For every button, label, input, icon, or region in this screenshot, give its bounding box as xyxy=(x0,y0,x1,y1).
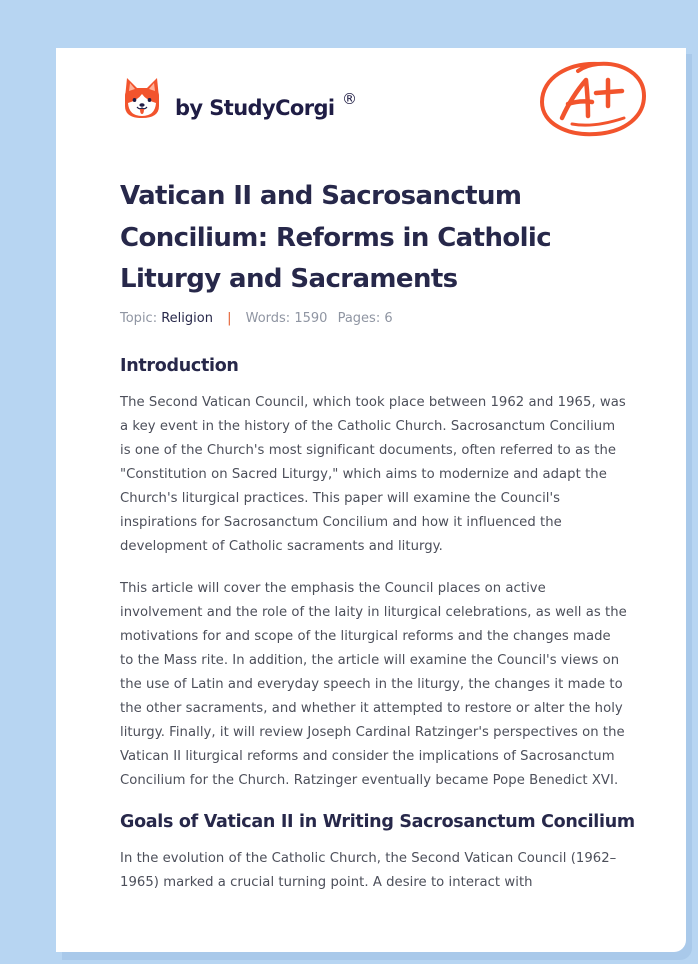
registered-mark: ® xyxy=(342,90,357,108)
studycorgi-logo[interactable] xyxy=(122,76,335,120)
article-body xyxy=(120,354,635,895)
words-count: 1590 xyxy=(294,311,328,326)
document-page xyxy=(56,48,686,952)
section-heading-goals: Goals of Vatican II in Writing Sacrosanctum Concilium xyxy=(120,812,635,832)
a-plus-grade-icon xyxy=(538,58,648,142)
meta-separator: | xyxy=(227,311,232,326)
header xyxy=(120,76,648,146)
topic-link[interactable]: Religion xyxy=(161,311,213,326)
topic-label: Topic: xyxy=(120,311,158,326)
pages-count: 6 xyxy=(384,311,393,326)
section-heading-introduction: Introduction xyxy=(120,356,239,376)
paragraph: The Second Vatican Council, which took place between 1962 and 1965, was a key event in the history of the Catholic Church. Sacrosanctum Concilium is one of the Church's most significant documents, often referred to as the "Constitution on Sacred Liturgy," which aims to modernize and adapt the Church's liturgical practices. This paper will examine the Council's inspirations for Sacrosanctum Concilium and how it influenced the development of Catholic sacraments and liturgy. xyxy=(120,395,626,554)
article-title: Vatican II and Sacrosanctum Concilium: Reforms in Catholic Liturgy and Sacraments xyxy=(120,181,552,294)
paragraph: This article will cover the emphasis the Council places on active involvement and the role of the laity in liturgical celebrations, as well as the motivations for and scope of the liturgical reforms and the changes made to the Mass rite. In addition, the article will examine the Council's views on the use of Latin and everyday speech in the liturgy, the changes it made to the other sacraments, and whether it attempted to restore or alter the holy liturgy. Finally, it will review Joseph Cardinal Ratzinger's perspectives on the Vatican II liturgical reforms and consider the implications of Sacrosanctum Concilium for the Church. Ratzinger eventually became Pope Benedict XVI. xyxy=(120,581,627,788)
pages-label: Pages: xyxy=(337,311,381,326)
words-label: Words: xyxy=(245,311,291,326)
paragraph: In the evolution of the Catholic Church, the Second Vatican Council (1962–1965) marked a crucial turning point. A desire to interact with xyxy=(120,851,617,890)
corgi-icon xyxy=(122,76,162,120)
article-meta xyxy=(120,311,393,326)
logo-text: by StudyCorgi xyxy=(175,96,335,120)
